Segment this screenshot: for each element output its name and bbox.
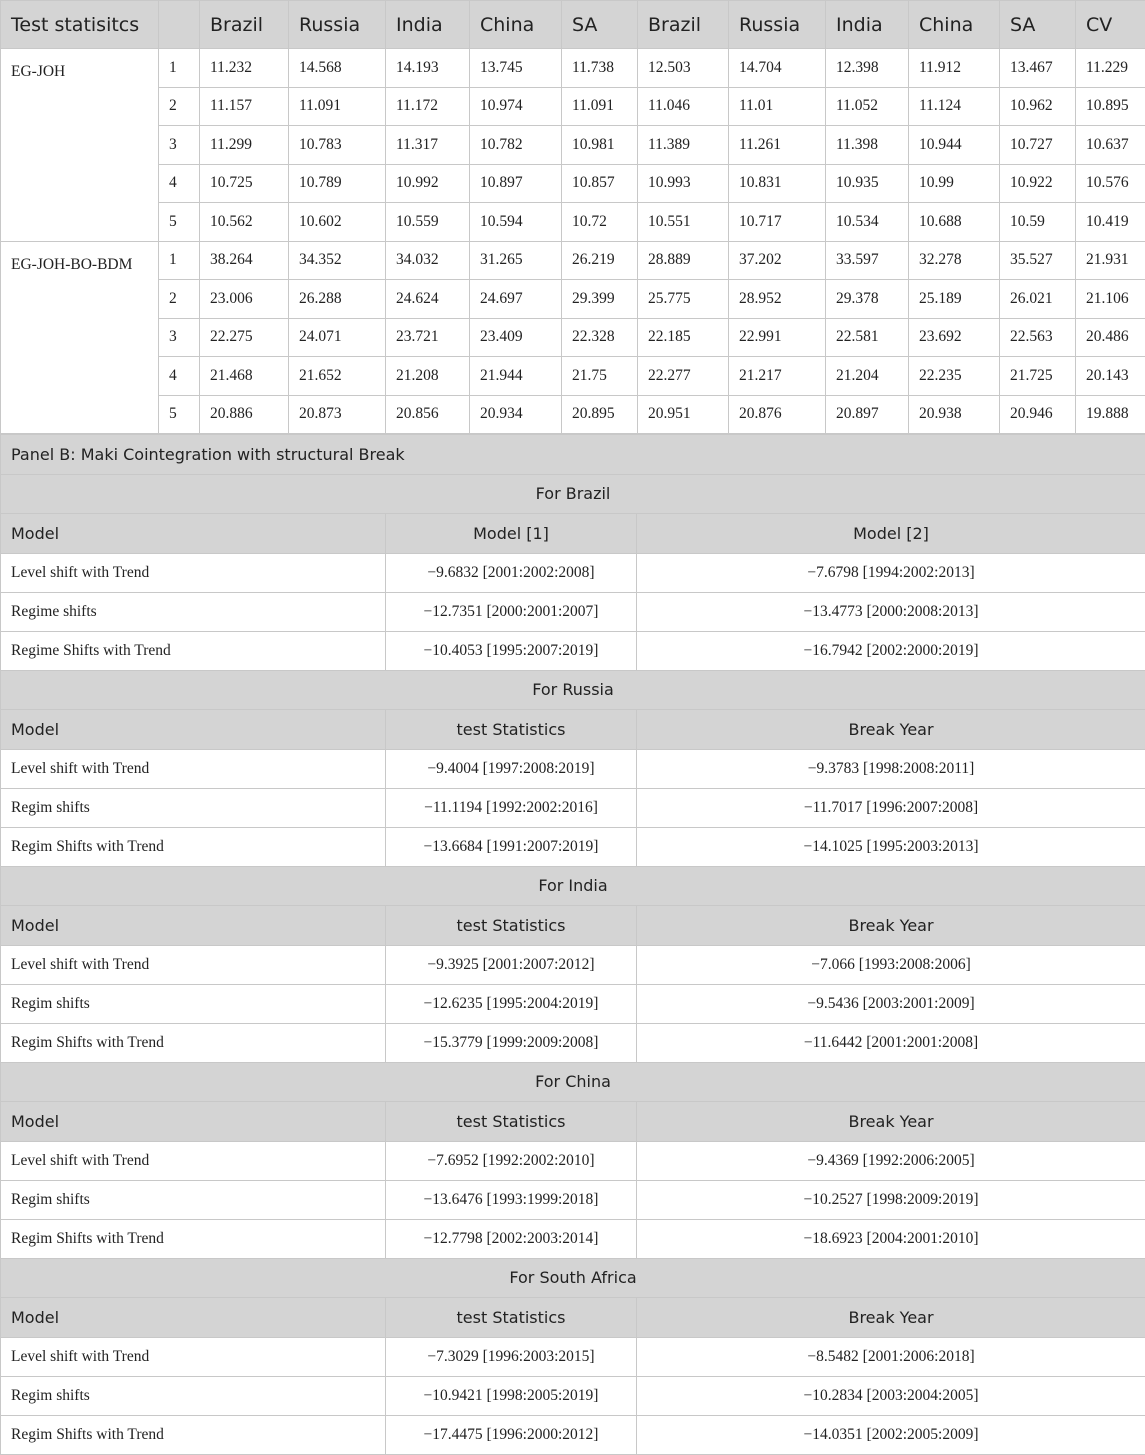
table-cell: 21.468 xyxy=(200,357,289,396)
row-index: 4 xyxy=(159,164,200,203)
table-cell: −9.3925 [2001:2007:2012] xyxy=(386,945,637,984)
section-title: For South Africa xyxy=(1,1258,1145,1298)
row-index: 5 xyxy=(159,395,200,434)
section-title: For Russia xyxy=(1,670,1145,710)
table-cell: −9.6832 [2001:2002:2008] xyxy=(386,553,637,592)
group-label: EG-JOH-BO-BDM xyxy=(1,241,159,434)
column-header: Model xyxy=(1,710,386,750)
table-cell: 26.219 xyxy=(562,241,638,280)
table-cell: 20.873 xyxy=(289,395,386,434)
column-header: Model xyxy=(1,514,386,554)
column-header: Model [1] xyxy=(386,514,637,554)
table-cell: 10.962 xyxy=(1000,87,1076,126)
table-cell: 33.597 xyxy=(826,241,909,280)
column-header: test Statistics xyxy=(386,1102,637,1142)
table-cell: 20.897 xyxy=(826,395,909,434)
header-russia: Russia xyxy=(289,1,386,49)
column-header: Break Year xyxy=(637,906,1145,946)
model-name: Regime shifts xyxy=(1,592,386,631)
table-cell: 11.046 xyxy=(638,87,729,126)
section-header-row xyxy=(1,906,1145,946)
column-header: Break Year xyxy=(637,1102,1145,1142)
table-row xyxy=(1,49,1145,88)
row-index: 1 xyxy=(159,241,200,280)
model-name: Regime Shifts with Trend xyxy=(1,631,386,670)
table-cell: 38.264 xyxy=(200,241,289,280)
column-header: Break Year xyxy=(637,1298,1145,1338)
table-row xyxy=(1,631,1145,670)
table-cell: −11.6442 [2001:2001:2008] xyxy=(637,1023,1145,1062)
table-cell: 11.229 xyxy=(1076,49,1145,88)
table-cell: 10.59 xyxy=(1000,203,1076,242)
table-cell: −13.4773 [2000:2008:2013] xyxy=(637,592,1145,631)
table-cell: 10.72 xyxy=(562,203,638,242)
row-index: 4 xyxy=(159,357,200,396)
table-cell: 10.637 xyxy=(1076,126,1145,165)
panel-a-header-row xyxy=(1,1,1145,49)
table-cell: 11.091 xyxy=(562,87,638,126)
table-cell: 10.783 xyxy=(289,126,386,165)
table-cell: 20.895 xyxy=(562,395,638,434)
table-row xyxy=(1,749,1145,788)
table-cell: 11.317 xyxy=(386,126,470,165)
panel-b-body xyxy=(1,435,1145,1455)
table-cell: 35.527 xyxy=(1000,241,1076,280)
table-cell: 13.745 xyxy=(470,49,562,88)
table-cell: 10.727 xyxy=(1000,126,1076,165)
table-row xyxy=(1,203,1145,242)
section-title-row xyxy=(1,474,1145,514)
header-brazil-2: Brazil xyxy=(638,1,729,49)
table-cell: −12.6235 [1995:2004:2019] xyxy=(386,984,637,1023)
column-header: Model xyxy=(1,906,386,946)
table-cell: 22.185 xyxy=(638,318,729,357)
header-test-statistics: Test statisitcs xyxy=(1,1,159,49)
table-cell: 10.559 xyxy=(386,203,470,242)
table-cell: 10.594 xyxy=(470,203,562,242)
table-cell: 20.143 xyxy=(1076,357,1145,396)
header-china-2: China xyxy=(909,1,1000,49)
section-header-row xyxy=(1,1102,1145,1142)
model-name: Regim shifts xyxy=(1,1376,386,1415)
table-cell: 21.652 xyxy=(289,357,386,396)
table-row xyxy=(1,1023,1145,1062)
table-cell: 23.409 xyxy=(470,318,562,357)
table-cell: −11.7017 [1996:2007:2008] xyxy=(637,788,1145,827)
table-row xyxy=(1,357,1145,396)
table-cell: 23.721 xyxy=(386,318,470,357)
table-cell: −17.4475 [1996:2000:2012] xyxy=(386,1415,637,1454)
header-russia-2: Russia xyxy=(729,1,826,49)
row-index: 5 xyxy=(159,203,200,242)
table-cell: 24.071 xyxy=(289,318,386,357)
table-cell: 10.895 xyxy=(1076,87,1145,126)
table-cell: −9.4004 [1997:2008:2019] xyxy=(386,749,637,788)
table-cell: 10.717 xyxy=(729,203,826,242)
table-cell: 20.486 xyxy=(1076,318,1145,357)
panel-b-title-row xyxy=(1,435,1145,475)
table-cell: 10.551 xyxy=(638,203,729,242)
table-cell: 22.235 xyxy=(909,357,1000,396)
table-row xyxy=(1,1415,1145,1454)
table-cell: 12.503 xyxy=(638,49,729,88)
table-cell: 22.275 xyxy=(200,318,289,357)
table-cell: 11.172 xyxy=(386,87,470,126)
table-cell: 10.992 xyxy=(386,164,470,203)
section-title-row xyxy=(1,1062,1145,1102)
table-cell: 20.934 xyxy=(470,395,562,434)
column-header: test Statistics xyxy=(386,710,637,750)
header-sa: SA xyxy=(562,1,638,49)
table-cell: 10.944 xyxy=(909,126,1000,165)
table-cell: −7.066 [1993:2008:2006] xyxy=(637,945,1145,984)
table-cell: 14.704 xyxy=(729,49,826,88)
table-cell: 20.886 xyxy=(200,395,289,434)
table-cell: 10.725 xyxy=(200,164,289,203)
table-cell: 22.277 xyxy=(638,357,729,396)
table-cell: 11.261 xyxy=(729,126,826,165)
table-cell: −15.3779 [1999:2009:2008] xyxy=(386,1023,637,1062)
table-cell: 11.398 xyxy=(826,126,909,165)
table-cell: −9.4369 [1992:2006:2005] xyxy=(637,1141,1145,1180)
table-cell: −8.5482 [2001:2006:2018] xyxy=(637,1337,1145,1376)
column-header: Model xyxy=(1,1102,386,1142)
header-index xyxy=(159,1,200,49)
table-row xyxy=(1,553,1145,592)
table-row xyxy=(1,87,1145,126)
table-cell: 10.922 xyxy=(1000,164,1076,203)
header-china: China xyxy=(470,1,562,49)
table-cell: 14.568 xyxy=(289,49,386,88)
table-cell: 20.876 xyxy=(729,395,826,434)
table-cell: 21.725 xyxy=(1000,357,1076,396)
table-cell: 26.021 xyxy=(1000,280,1076,319)
table-cell: 10.831 xyxy=(729,164,826,203)
model-name: Regim Shifts with Trend xyxy=(1,1023,386,1062)
table-cell: 20.951 xyxy=(638,395,729,434)
section-title-row xyxy=(1,1258,1145,1298)
model-name: Regim Shifts with Trend xyxy=(1,1219,386,1258)
table-cell: 10.789 xyxy=(289,164,386,203)
table-cell: 12.398 xyxy=(826,49,909,88)
table-cell: 11.124 xyxy=(909,87,1000,126)
table-cell: 34.352 xyxy=(289,241,386,280)
model-name: Regim Shifts with Trend xyxy=(1,1415,386,1454)
table-cell: 10.993 xyxy=(638,164,729,203)
table-cell: −13.6476 [1993:1999:2018] xyxy=(386,1180,637,1219)
model-name: Regim shifts xyxy=(1,1180,386,1219)
table-cell: −12.7798 [2002:2003:2014] xyxy=(386,1219,637,1258)
table-cell: 11.912 xyxy=(909,49,1000,88)
table-cell: 22.328 xyxy=(562,318,638,357)
table-cell: 34.032 xyxy=(386,241,470,280)
table-cell: 20.856 xyxy=(386,395,470,434)
table-cell: 10.562 xyxy=(200,203,289,242)
table-cell: 11.299 xyxy=(200,126,289,165)
table-cell: 21.75 xyxy=(562,357,638,396)
table-cell: 10.782 xyxy=(470,126,562,165)
table-cell: −14.0351 [2002:2005:2009] xyxy=(637,1415,1145,1454)
table-cell: −14.1025 [1995:2003:2013] xyxy=(637,827,1145,866)
table-cell: 25.775 xyxy=(638,280,729,319)
table-cell: 21.931 xyxy=(1076,241,1145,280)
table-cell: 10.897 xyxy=(470,164,562,203)
column-header: test Statistics xyxy=(386,906,637,946)
panel-b-table xyxy=(0,434,1145,1455)
table-cell: 11.389 xyxy=(638,126,729,165)
section-title: For China xyxy=(1,1062,1145,1102)
table-cell: 21.944 xyxy=(470,357,562,396)
header-india: India xyxy=(386,1,470,49)
section-title: For India xyxy=(1,866,1145,906)
table-row xyxy=(1,592,1145,631)
table-cell: 21.208 xyxy=(386,357,470,396)
table-cell: −9.3783 [1998:2008:2011] xyxy=(637,749,1145,788)
model-name: Level shift with Trend xyxy=(1,1141,386,1180)
column-header: test Statistics xyxy=(386,1298,637,1338)
header-brazil: Brazil xyxy=(200,1,289,49)
header-sa-2: SA xyxy=(1000,1,1076,49)
table-cell: −18.6923 [2004:2001:2010] xyxy=(637,1219,1145,1258)
header-india-2: India xyxy=(826,1,909,49)
table-cell: 28.889 xyxy=(638,241,729,280)
table-cell: 13.467 xyxy=(1000,49,1076,88)
section-header-row xyxy=(1,514,1145,554)
table-row xyxy=(1,241,1145,280)
table-cell: −7.6952 [1992:2002:2010] xyxy=(386,1141,637,1180)
table-row xyxy=(1,395,1145,434)
table-cell: 26.288 xyxy=(289,280,386,319)
table-row xyxy=(1,1219,1145,1258)
table-cell: 23.692 xyxy=(909,318,1000,357)
panel-a-table xyxy=(0,0,1145,434)
table-cell: −10.9421 [1998:2005:2019] xyxy=(386,1376,637,1415)
table-row xyxy=(1,164,1145,203)
table-cell: 29.399 xyxy=(562,280,638,319)
table-cell: −10.2834 [2003:2004:2005] xyxy=(637,1376,1145,1415)
table-cell: 11.232 xyxy=(200,49,289,88)
model-name: Level shift with Trend xyxy=(1,749,386,788)
table-cell: 28.952 xyxy=(729,280,826,319)
table-cell: −10.2527 [1998:2009:2019] xyxy=(637,1180,1145,1219)
table-row xyxy=(1,945,1145,984)
section-title-row xyxy=(1,670,1145,710)
table-cell: 10.935 xyxy=(826,164,909,203)
model-name: Level shift with Trend xyxy=(1,1337,386,1376)
section-header-row xyxy=(1,1298,1145,1338)
table-cell: 10.99 xyxy=(909,164,1000,203)
table-row xyxy=(1,126,1145,165)
table-cell: 21.204 xyxy=(826,357,909,396)
table-cell: −7.6798 [1994:2002:2013] xyxy=(637,553,1145,592)
table-row xyxy=(1,788,1145,827)
table-row xyxy=(1,827,1145,866)
row-index: 2 xyxy=(159,87,200,126)
table-cell: 24.697 xyxy=(470,280,562,319)
table-cell: 20.946 xyxy=(1000,395,1076,434)
table-cell: 21.217 xyxy=(729,357,826,396)
table-cell: −11.1194 [1992:2002:2016] xyxy=(386,788,637,827)
table-cell: −12.7351 [2000:2001:2007] xyxy=(386,592,637,631)
table-cell: 10.974 xyxy=(470,87,562,126)
table-cell: 25.189 xyxy=(909,280,1000,319)
table-row xyxy=(1,280,1145,319)
table-cell: 11.01 xyxy=(729,87,826,126)
table-cell: 20.938 xyxy=(909,395,1000,434)
table-row xyxy=(1,1376,1145,1415)
table-cell: 10.981 xyxy=(562,126,638,165)
table-cell: 22.563 xyxy=(1000,318,1076,357)
table-cell: 19.888 xyxy=(1076,395,1145,434)
table-cell: −9.5436 [2003:2001:2009] xyxy=(637,984,1145,1023)
section-header-row xyxy=(1,710,1145,750)
table-cell: 22.581 xyxy=(826,318,909,357)
table-row xyxy=(1,1337,1145,1376)
table-row xyxy=(1,318,1145,357)
row-index: 2 xyxy=(159,280,200,319)
table-cell: 11.738 xyxy=(562,49,638,88)
section-title: For Brazil xyxy=(1,474,1145,514)
table-row xyxy=(1,1141,1145,1180)
table-cell: 11.091 xyxy=(289,87,386,126)
table-cell: −13.6684 [1991:2007:2019] xyxy=(386,827,637,866)
table-cell: −16.7942 [2002:2000:2019] xyxy=(637,631,1145,670)
panel-a-body xyxy=(1,49,1145,434)
row-index: 3 xyxy=(159,126,200,165)
model-name: Regim shifts xyxy=(1,788,386,827)
table-row xyxy=(1,984,1145,1023)
table-cell: 14.193 xyxy=(386,49,470,88)
group-label: EG-JOH xyxy=(1,49,159,242)
header-cv: CV xyxy=(1076,1,1145,49)
column-header: Break Year xyxy=(637,710,1145,750)
row-index: 1 xyxy=(159,49,200,88)
table-cell: 37.202 xyxy=(729,241,826,280)
table-cell: 11.052 xyxy=(826,87,909,126)
row-index: 3 xyxy=(159,318,200,357)
table-cell: 11.157 xyxy=(200,87,289,126)
column-header: Model xyxy=(1,1298,386,1338)
table-cell: 10.602 xyxy=(289,203,386,242)
model-name: Level shift with Trend xyxy=(1,553,386,592)
model-name: Regim shifts xyxy=(1,984,386,1023)
table-cell: 21.106 xyxy=(1076,280,1145,319)
panel-b-title: Panel B: Maki Cointegration with structural Break xyxy=(1,435,1145,475)
table-cell: 10.688 xyxy=(909,203,1000,242)
table-cell: 10.419 xyxy=(1076,203,1145,242)
section-title-row xyxy=(1,866,1145,906)
table-cell: 10.576 xyxy=(1076,164,1145,203)
table-cell: −7.3029 [1996:2003:2015] xyxy=(386,1337,637,1376)
table-cell: −10.4053 [1995:2007:2019] xyxy=(386,631,637,670)
table-cell: 24.624 xyxy=(386,280,470,319)
table-cell: 22.991 xyxy=(729,318,826,357)
table-cell: 29.378 xyxy=(826,280,909,319)
model-name: Level shift with Trend xyxy=(1,945,386,984)
table-cell: 23.006 xyxy=(200,280,289,319)
table-cell: 10.857 xyxy=(562,164,638,203)
table-cell: 32.278 xyxy=(909,241,1000,280)
column-header: Model [2] xyxy=(637,514,1145,554)
table-row xyxy=(1,1180,1145,1219)
table-cell: 31.265 xyxy=(470,241,562,280)
model-name: Regim Shifts with Trend xyxy=(1,827,386,866)
table-cell: 10.534 xyxy=(826,203,909,242)
